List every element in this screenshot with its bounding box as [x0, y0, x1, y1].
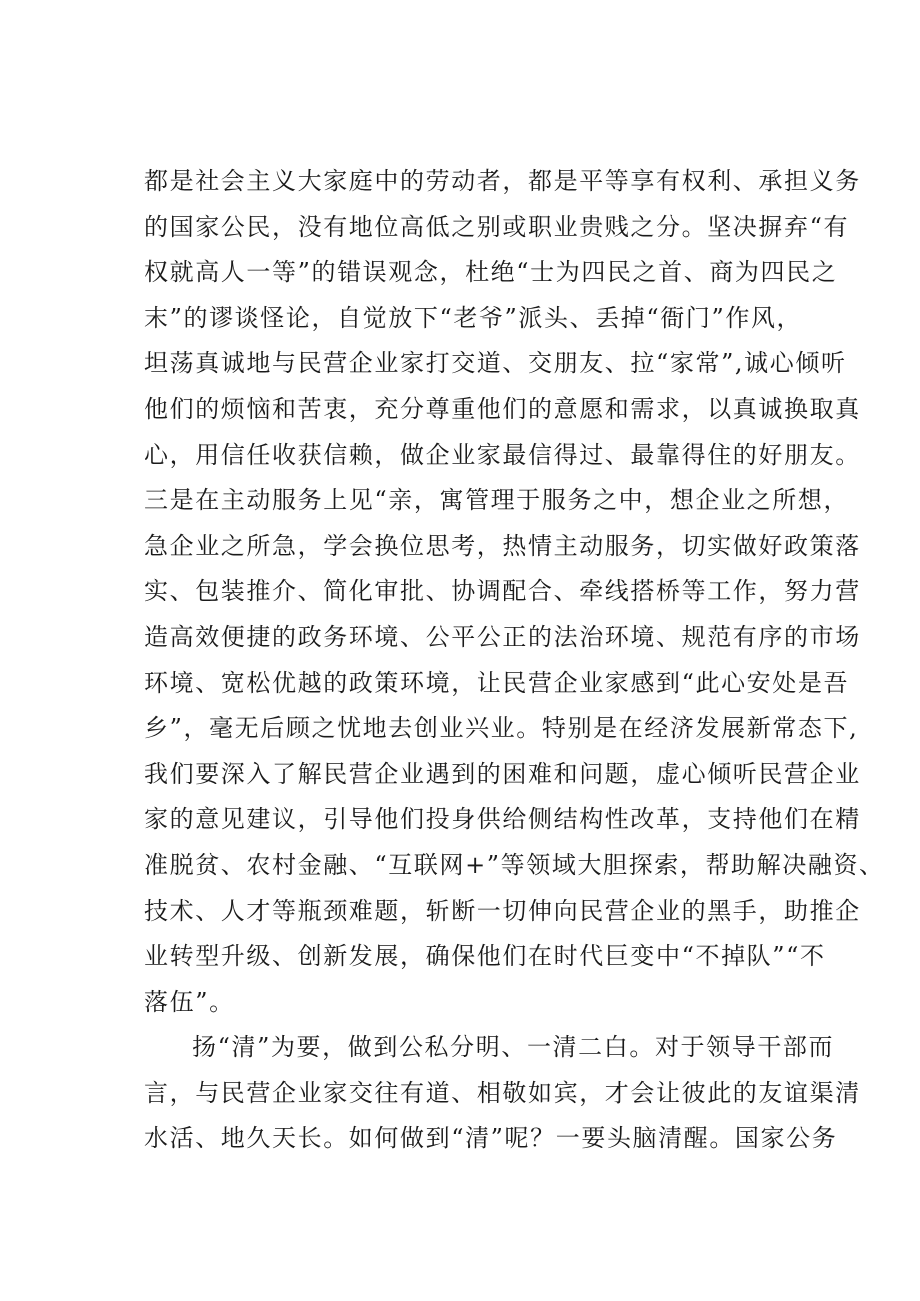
text-line: 急企业之所急，学会换位思考，热情主动服务，切实做好政策落	[144, 531, 861, 560]
text-line: 末”的谬谈怪论，自觉放下“老爷”派头、丢掉“衙门”作风，	[144, 303, 803, 332]
text-line: 他们的烦恼和苦衷，充分尊重他们的意愿和需求，以真诚换取真	[144, 394, 861, 423]
text-line: 乡”，毫无后顾之忧地去创业兴业。特别是在经济发展新常态下,	[144, 714, 859, 743]
text-line: 坦荡真诚地与民营企业家打交道、交朋友、拉“家常”,诚心倾听	[144, 349, 847, 378]
text-line: 心，用信任收获信赖，做企业家最信得过、最靠得住的好朋友。	[144, 440, 861, 469]
paragraph-start-line: 扬“清”为要，做到公私分明、一清二白。对于领导干部而	[192, 1033, 835, 1062]
text-line: 业转型升级、创新发展，确保他们在时代巨变中“不掉队”“不	[144, 942, 826, 971]
text-line: 三是在主动服务上见“亲，寓管理于服务之中，想企业之所想，	[144, 486, 850, 515]
text-line: 言，与民营企业家交往有道、相敬如宾，才会让彼此的友谊渠清	[144, 1078, 861, 1107]
text-line: 准脱贫、农村金融、“互联网+”等领域大胆探索，帮助解决融资、	[144, 850, 885, 879]
body-text	[144, 159, 885, 1162]
text-line: 环境、宽松优越的政策环境，让民营企业家感到“此心安处是吾	[144, 668, 850, 697]
text-line: 实、包装推介、简化审批、协调配合、牵线搭桥等工作，努力营	[144, 577, 861, 606]
text-line: 家的意见建议，引导他们投身供给侧结构性改革，支持他们在精	[144, 805, 861, 834]
text-line: 落伍”。	[144, 987, 235, 1016]
text-line: 水活、地久天长。如何做到“清”呢？一要头脑清醒。国家公务	[144, 1124, 838, 1153]
text-line: 都是社会主义大家庭中的劳动者，都是平等享有权利、承担义务	[144, 167, 861, 195]
text-line: 权就高人一等”的错误观念，杜绝“士为四民之首、商为四民之	[144, 258, 838, 287]
text-line: 我们要深入了解民营企业遇到的困难和问题，虚心倾听民营企业	[144, 759, 861, 788]
text-line: 造高效便捷的政务环境、公平公正的法治环境、规范有序的市场	[144, 622, 861, 651]
text-line: 的国家公民，没有地位高低之别或职业贵贱之分。坚决摒弃“有	[144, 212, 850, 241]
text-line: 技术、人才等瓶颈难题，斩断一切伸向民营企业的黑手，助推企	[144, 896, 861, 925]
